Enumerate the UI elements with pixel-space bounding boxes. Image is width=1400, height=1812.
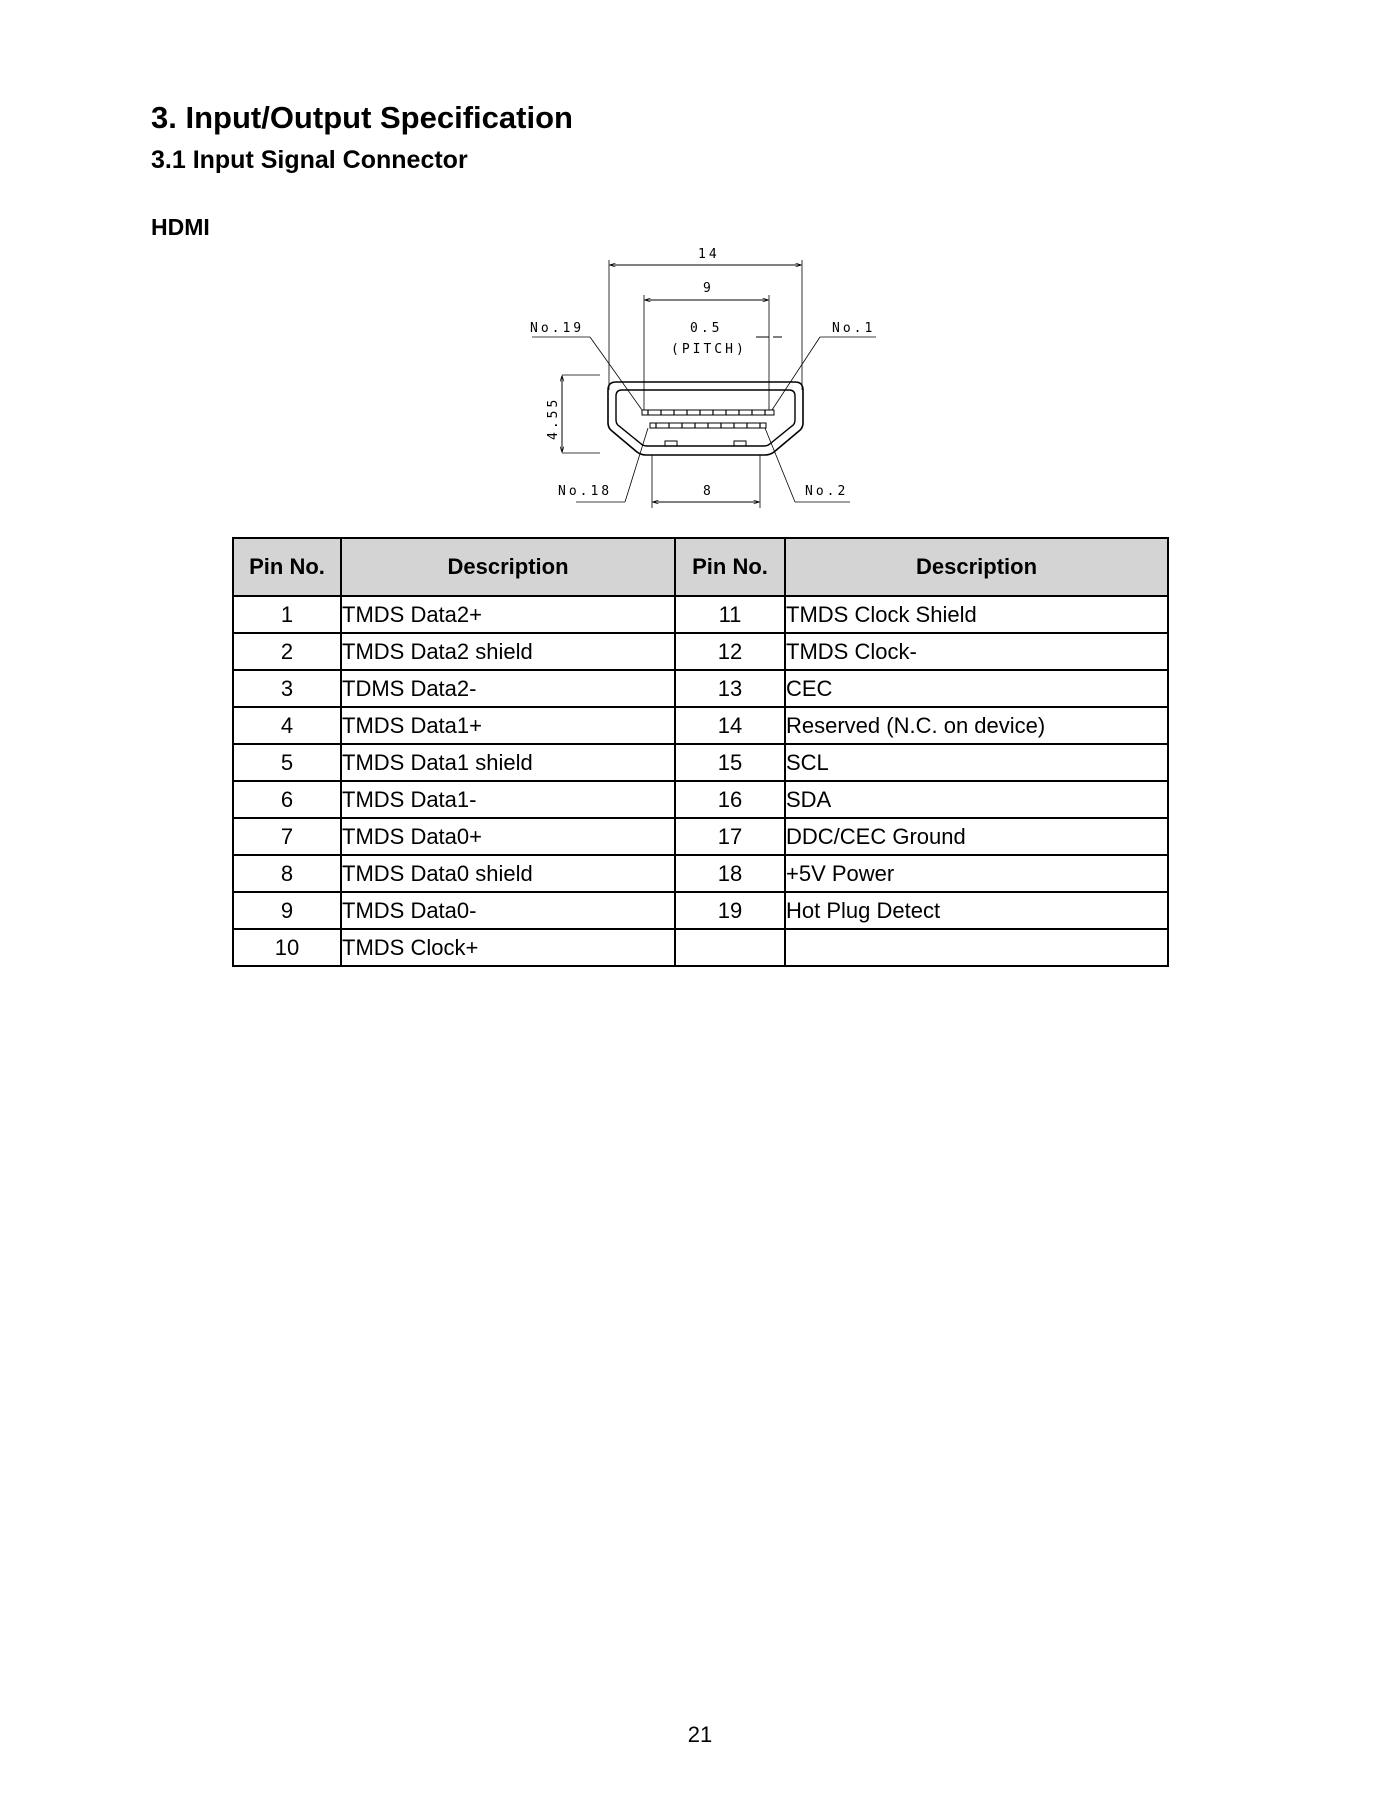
pin-description: TMDS Data0-: [341, 892, 675, 929]
dim-pitch: 0.5: [690, 321, 723, 336]
pin-description: TMDS Data1-: [341, 781, 675, 818]
pin-description: TMDS Data2+: [341, 596, 675, 633]
pin-number: 7: [233, 818, 341, 855]
pin-description: TMDS Data1 shield: [341, 744, 675, 781]
pin-description: Reserved (N.C. on device): [785, 707, 1168, 744]
table-row: [233, 633, 1168, 670]
pin-description: [785, 929, 1168, 966]
pin-number: 19: [675, 892, 785, 929]
pin-number: 5: [233, 744, 341, 781]
pin-number: 3: [233, 670, 341, 707]
pin-label-18: No.18: [558, 484, 613, 499]
pin-description: TMDS Data0+: [341, 818, 675, 855]
dim-pitch-note: (PITCH): [671, 342, 747, 357]
pin-number: 14: [675, 707, 785, 744]
column-header: Description: [341, 538, 675, 596]
section-title: 3. Input/Output Specification: [151, 100, 573, 135]
pin-description: TMDS Clock-: [785, 633, 1168, 670]
pin-description: +5V Power: [785, 855, 1168, 892]
table-header-row: [233, 538, 1168, 596]
pin-number: 15: [675, 744, 785, 781]
pin-number: 1: [233, 596, 341, 633]
pin-number: 10: [233, 929, 341, 966]
pin-number: 4: [233, 707, 341, 744]
pin-number: 13: [675, 670, 785, 707]
pin-description: SDA: [785, 781, 1168, 818]
section-subtitle: 3.1 Input Signal Connector: [151, 146, 468, 174]
pin-number: 2: [233, 633, 341, 670]
column-header: Pin No.: [233, 538, 341, 596]
pin-description: TMDS Data0 shield: [341, 855, 675, 892]
connector-shell-inner: [616, 390, 795, 446]
pin-number: 9: [233, 892, 341, 929]
pin-label-1: No.1: [832, 321, 876, 336]
pin-number: 6: [233, 781, 341, 818]
pin-description: CEC: [785, 670, 1168, 707]
connector-label: HDMI: [151, 214, 210, 240]
pin-label-19: No.19: [530, 321, 585, 336]
pin-number: 12: [675, 633, 785, 670]
column-header: Pin No.: [675, 538, 785, 596]
table-row: [233, 818, 1168, 855]
table-row: [233, 744, 1168, 781]
pin-description: TMDS Data1+: [341, 707, 675, 744]
pin-assignment-table: [232, 537, 1169, 967]
table-row: [233, 855, 1168, 892]
hdmi-connector-diagram: [520, 240, 900, 510]
dim-width-total: 14: [698, 247, 720, 262]
pin-number: 11: [675, 596, 785, 633]
connector-shell-outer: [608, 382, 803, 455]
dim-bottom: 8: [703, 484, 714, 499]
pin-description: TMDS Clock+: [341, 929, 675, 966]
pin-number: 18: [675, 855, 785, 892]
pin-number: 17: [675, 818, 785, 855]
pin-number: [675, 929, 785, 966]
pin-number: 8: [233, 855, 341, 892]
dim-width-inner: 9: [703, 281, 714, 296]
pin-description: DDC/CEC Ground: [785, 818, 1168, 855]
table-row: [233, 596, 1168, 633]
pin-description: TMDS Data2 shield: [341, 633, 675, 670]
table-row: [233, 781, 1168, 818]
pin-description: TDMS Data2-: [341, 670, 675, 707]
pin-description: Hot Plug Detect: [785, 892, 1168, 929]
table-row: [233, 670, 1168, 707]
page-number: 21: [687, 1722, 713, 1747]
pin-description: TMDS Clock Shield: [785, 596, 1168, 633]
table-row: [233, 892, 1168, 929]
column-header: Description: [785, 538, 1168, 596]
pin-number: 16: [675, 781, 785, 818]
pin-description: SCL: [785, 744, 1168, 781]
table-row: [233, 929, 1168, 966]
table-row: [233, 707, 1168, 744]
dim-height: 4.55: [546, 396, 561, 440]
pin-label-2: No.2: [805, 484, 849, 499]
